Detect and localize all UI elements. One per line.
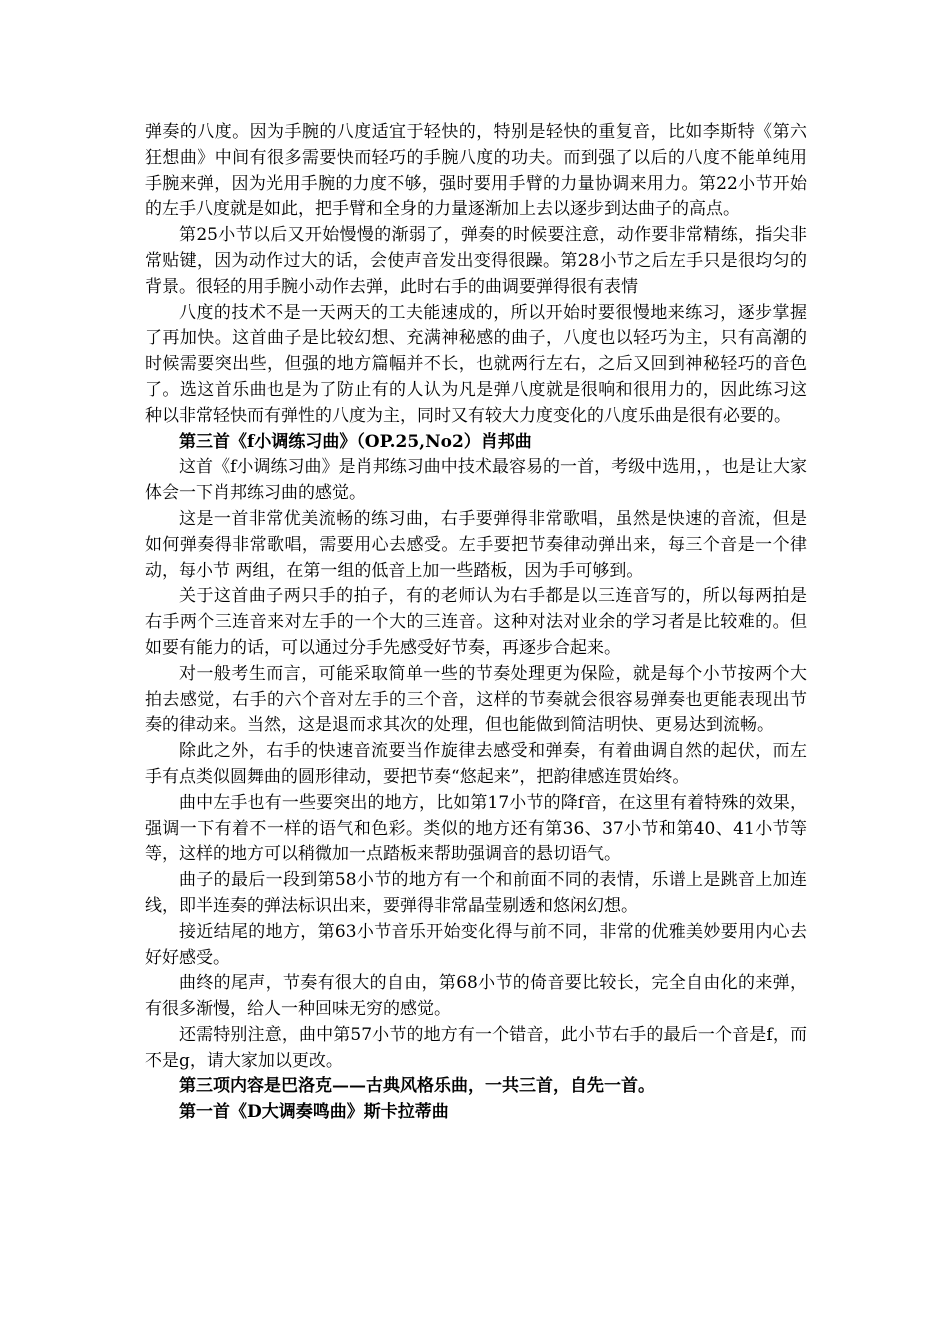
body-paragraph: 第25小节以后又开始慢慢的渐弱了，弹奏的时候要注意，动作要非常精练，指尖非常贴键，因为动作过大的话，会使声音发出变得很躁。第28小节之后左手只是很均匀的背景。很轻的用手腕小动作去弹，此时右手的曲调要弹得很有表情 <box>145 225 807 297</box>
body-paragraph: 曲子的最后一段到第58小节的地方有一个和前面不同的表情，乐谱上是跳音上加连线，即半连奏的弹法标识出来，要弹得非常晶莹剔透和悠闲幻想。 <box>145 870 807 916</box>
body-paragraph: 对一般考生而言，可能采取简单一些的节奏处理更为保险，就是每个小节按两个大拍去感觉，右手的六个音对左手的三个音，这样的节奏就会很容易弹奏也更能表现出节奏的律动来。当然，这是退而求其次的处理，但也能做到简洁明快、更易达到流畅。 <box>145 663 807 736</box>
section-heading: 第三项内容是巴洛克——古典风格乐曲，一共三首，自先一首。 <box>179 1076 655 1097</box>
body-paragraph: 这是一首非常优美流畅的练习曲，右手要弹得非常歌唱，虽然是快速的音流，但是如何弹奏得非常歌唱，需要用心去感受。左手要把节奏律动弹出来，每三个音是一个律动，每小节 两组，在第一组的低音上加一些踏板，因为手可够到。 <box>145 508 807 581</box>
body-paragraph: 曲中左手也有一些要突出的地方，比如第17小节的降f音，在这里有着特殊的效果，强调一下有着不一样的语气和色彩。类似的地方还有第36、37小节和第40、41小节等等，这样的地方可以稍微加一点踏板来帮助强调音的悬切语气。 <box>145 792 807 865</box>
document-page <box>145 120 807 1126</box>
body-paragraph: 这首《f小调练习曲》是肖邦练习曲中技术最容易的一首，考级中选用，，也是让大家体会一下肖邦练习曲的感觉。 <box>145 457 807 504</box>
body-paragraph: 八度的技术不是一天两天的工夫能速成的，所以开始时要很慢地来练习，逐步掌握了再加快。这首曲子是比较幻想、充满神秘感的曲子，八度也以轻巧为主，只有高潮的时候需要突出些，但强的地方篇幅并不长，也就两行左右，之后又回到神秘轻巧的音色了。选这首乐曲也是为了防止有的人认为凡是弹八度就是很响和很用力的，因此练习这种以非常轻快而有弹性的八度为主，同时又有较大力度变化的八度乐曲是很有必要的。 <box>145 302 807 426</box>
body-paragraph: 接近结尾的地方，第63小节音乐开始变化得与前不同，非常的优雅美妙要用内心去好好感受。 <box>145 921 807 968</box>
body-paragraph: 还需特别注意，曲中第57小节的地方有一个错音，此小节右手的最后一个音是f，而不是g，请大家加以更改。 <box>145 1024 807 1071</box>
body-paragraph: 除此之外，右手的快速音流要当作旋律去感受和弹奏，有着曲调自然的起伏，而左手有点类似圆舞曲的圆形律动，要把节奏“悠起来”，把韵律感连贯始终。 <box>145 741 807 787</box>
body-paragraph: 弹奏的八度。因为手腕的八度适宜于轻快的，特别是轻快的重复音，比如李斯特《第六狂想曲》中间有很多需要快而轻巧的手腕八度的功夫。而到强了以后的八度不能单纯用手腕来弹，因为光用手腕的力度不够，强时要用手臂的力量协调来用力。第22小节开始的左手八度就是如此，把手臂和全身的力量逐渐加上去以逐步到达曲子的高点。 <box>145 122 807 220</box>
section-heading: 第三首《f小调练习曲》（OP.25,No2）肖邦曲 <box>179 431 532 452</box>
body-paragraph: 关于这首曲子两只手的拍子，有的老师认为右手都是以三连音写的，所以每两拍是右手两个三连音来对左手的一个大的三连音。这种对法对业余的学习者是比较难的。但如要有能力的话，可以通过分手先感受好节奏，再逐步合起来。 <box>145 586 807 658</box>
body-paragraph: 曲终的尾声，节奏有很大的自由，第68小节的倚音要比较长，完全自由化的来弹，有很多渐慢，给人一种回味无穷的感觉。 <box>145 973 807 1020</box>
section-heading: 第一首《D大调奏鸣曲》斯卡拉蒂曲 <box>179 1102 449 1123</box>
